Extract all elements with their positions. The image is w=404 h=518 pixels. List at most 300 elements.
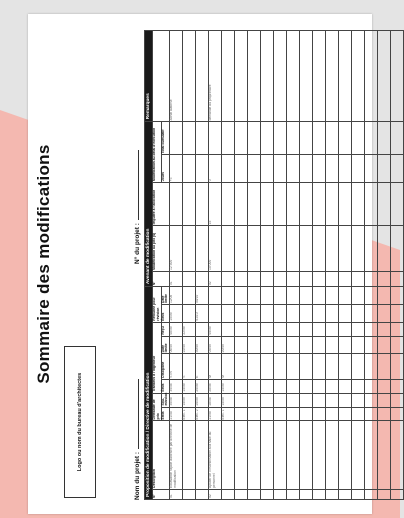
cell-imp [196, 183, 209, 226]
cell-rem [274, 31, 287, 122]
cell-jours [326, 155, 339, 183]
cell-dl [235, 336, 248, 354]
cell-av [391, 271, 404, 286]
cell-imp [287, 183, 300, 226]
cell-prix [287, 226, 300, 272]
cell-dl: 30/09 [196, 336, 209, 354]
cell-recu [235, 322, 248, 336]
cell-ret_emis [352, 304, 365, 322]
cell-no [339, 489, 352, 499]
cell-sous [287, 393, 300, 407]
header-transmis-emis: Émis [161, 379, 169, 393]
cell-desc [378, 421, 391, 489]
table-row [209, 31, 222, 500]
cell-dl [261, 336, 274, 354]
cell-ret_dl [222, 287, 235, 305]
cell-recu: 08/09 [170, 322, 183, 336]
cell-desc: Ajouter de l’insonorisation à la salle du personnel [209, 421, 222, 489]
cell-desc [300, 421, 313, 489]
band-avenant: Avenant de modification [145, 122, 153, 287]
logo-placeholder [64, 346, 96, 498]
cell-no [183, 489, 196, 499]
cell-disc: STR [170, 354, 183, 379]
cell-total [326, 122, 339, 155]
cell-dl [313, 336, 326, 354]
cell-disc: E [196, 354, 209, 379]
table-row [196, 31, 209, 500]
cell-disc [339, 354, 352, 379]
cell-jours [339, 155, 352, 183]
cell-prix: 12 500 [170, 226, 183, 272]
cell-sous [391, 393, 404, 407]
cell-ret_emis [378, 304, 391, 322]
cell-emis [261, 407, 274, 421]
cell-disc: S [183, 354, 196, 379]
cell-sous [339, 393, 352, 407]
cell-disc: M [209, 354, 222, 379]
cell-ret_dl [183, 287, 196, 305]
cell-recu [352, 322, 365, 336]
cell-jours [352, 155, 365, 183]
header-imputee: Imputée à l’allocation [153, 183, 170, 226]
cell-tr_emis [378, 379, 391, 393]
cell-recu [261, 322, 274, 336]
header-transmis: Transmis à l’ingénieur [153, 322, 161, 393]
cell-tr_emis [235, 379, 248, 393]
cell-prix [352, 226, 365, 272]
cell-no [313, 489, 326, 499]
cell-desc [274, 421, 287, 489]
cell-disc [261, 354, 274, 379]
table-row [352, 31, 365, 500]
cell-recu [248, 322, 261, 336]
cell-jours [261, 155, 274, 183]
cell-av [300, 271, 313, 286]
cell-desc [391, 421, 404, 489]
cell-imp: 15 [209, 183, 222, 226]
cell-total [274, 122, 287, 155]
cell-av [365, 271, 378, 286]
cell-recu [196, 322, 209, 336]
cell-sous [378, 393, 391, 407]
header-total-cumulatif: Total cumulatif [161, 122, 169, 155]
cell-imp [274, 183, 287, 226]
rotated-document-content [28, 14, 372, 514]
cell-av [313, 271, 326, 286]
header-retourne-date-limite: Date limite [161, 287, 169, 305]
cell-no [261, 489, 274, 499]
table-row [261, 31, 274, 500]
table-body [170, 31, 404, 500]
table-row [378, 31, 391, 500]
cell-av [287, 271, 300, 286]
cell-rem [300, 31, 313, 122]
cell-dl: 06/09 [170, 336, 183, 354]
cell-imp [326, 183, 339, 226]
cell-rem [326, 31, 339, 122]
cell-no [222, 489, 235, 499]
cell-imp [261, 183, 274, 226]
cell-prix [378, 226, 391, 272]
table-row [183, 31, 196, 500]
cell-av: 01 [170, 271, 183, 286]
cell-emis: 21/08 [170, 407, 183, 421]
header-remarques-body [153, 31, 170, 122]
cell-disc [378, 354, 391, 379]
cell-sous [352, 393, 365, 407]
cell-ret_dl [365, 287, 378, 305]
cell-recu [222, 322, 235, 336]
cell-emis: Élec. 1 [222, 407, 235, 421]
header-retourne: Retourné pour révision [153, 287, 161, 323]
cell-ret_dl: 05/10 [196, 287, 209, 305]
cell-dl [248, 336, 261, 354]
cell-disc [300, 354, 313, 379]
cell-desc [287, 421, 300, 489]
cell-recu [326, 322, 339, 336]
cell-dl [274, 336, 287, 354]
cell-sous [235, 393, 248, 407]
cell-jours: +3 [170, 155, 183, 183]
table-row [313, 31, 326, 500]
cell-recu [300, 322, 313, 336]
header-sous-mission: Sou-mission [160, 392, 169, 406]
header-delai: Modification au délai d’exécution [153, 122, 161, 183]
cell-rem [365, 31, 378, 122]
cell-sous [300, 393, 313, 407]
cell-dl: 22/09 [183, 336, 196, 354]
cell-tr_emis [261, 379, 274, 393]
cell-sous: 15/09 [222, 393, 235, 407]
header-description: Description [153, 421, 170, 489]
cell-desc [261, 421, 274, 489]
cell-jours [313, 155, 326, 183]
cell-tr_emis: 15/09 [183, 379, 196, 393]
cell-total [287, 122, 300, 155]
header-discipline: Discipline [161, 354, 169, 379]
document-page [28, 14, 372, 514]
cell-tr_emis [287, 379, 300, 393]
cell-ret_emis [300, 304, 313, 322]
cell-rem [352, 31, 365, 122]
cell-rem [378, 31, 391, 122]
header-retourne-emis: Émis [161, 304, 169, 322]
cell-desc [313, 421, 326, 489]
cell-tr_emis: 15/09 [222, 379, 235, 393]
header-emis: Émis [161, 407, 169, 421]
cell-ret_emis: 01/10 [196, 304, 209, 322]
cell-disc [274, 354, 287, 379]
cell-jours [365, 155, 378, 183]
cell-no [378, 489, 391, 499]
cell-sous [274, 393, 287, 407]
header-jours: Jours [161, 155, 169, 183]
header-recu: Reçu [161, 322, 169, 336]
cell-emis [248, 407, 261, 421]
cell-rem: Achat autorisé [170, 31, 183, 122]
project-number-field [132, 150, 141, 264]
cell-desc [339, 421, 352, 489]
cell-rem [287, 31, 300, 122]
header-no: N° [153, 489, 170, 499]
cell-total [209, 122, 222, 155]
cell-total [378, 122, 391, 155]
cell-jours: 0 [209, 155, 222, 183]
cell-total [248, 122, 261, 155]
cell-av [183, 271, 196, 286]
cell-ret_emis: 10/09 [170, 304, 183, 322]
cell-jours [300, 155, 313, 183]
cell-ret_dl [352, 287, 365, 305]
cell-prix [222, 226, 235, 272]
cell-emis [300, 407, 313, 421]
cell-total [170, 122, 183, 155]
cell-no [274, 489, 287, 499]
cell-recu [365, 322, 378, 336]
cell-jours [222, 155, 235, 183]
cell-ret_dl [339, 287, 352, 305]
cell-emis: Élec. 1 [183, 407, 196, 421]
cell-emis [274, 407, 287, 421]
modifications-table-wrapper [144, 30, 404, 500]
cell-prix [248, 226, 261, 272]
cell-av [326, 271, 339, 286]
table-row [287, 31, 300, 500]
cell-av [378, 271, 391, 286]
cell-emis [365, 407, 378, 421]
cell-ret_emis [313, 304, 326, 322]
cell-rem [313, 31, 326, 122]
cell-av [339, 271, 352, 286]
cell-ret_emis [365, 304, 378, 322]
cell-tr_emis [339, 379, 352, 393]
cell-dl [365, 336, 378, 354]
cell-dl: 20/09 [222, 336, 235, 354]
cell-prix [183, 226, 196, 272]
band-proposition: Proposition de modification / Directive de modification [145, 287, 153, 500]
cell-total [261, 122, 274, 155]
cell-ret_dl [326, 287, 339, 305]
cell-recu [378, 322, 391, 336]
cell-imp [378, 183, 391, 226]
cell-rem [183, 31, 196, 122]
cell-ret_emis [326, 304, 339, 322]
cell-imp [222, 183, 235, 226]
project-name-line [132, 379, 139, 449]
cell-recu [339, 322, 352, 336]
cell-tr_emis [326, 379, 339, 393]
modifications-table [144, 30, 404, 500]
cell-jours [235, 155, 248, 183]
cell-prix [339, 226, 352, 272]
cell-no: 01 [170, 489, 183, 499]
cell-emis [313, 407, 326, 421]
cell-recu [287, 322, 300, 336]
cell-tr_emis [248, 379, 261, 393]
cell-jours [183, 155, 196, 183]
cell-rem [222, 31, 235, 122]
cell-no [235, 489, 248, 499]
cell-imp [313, 183, 326, 226]
cell-total [235, 122, 248, 155]
cell-sous [365, 393, 378, 407]
table-row [170, 31, 183, 500]
cell-sous: 28/08 [209, 393, 222, 407]
cell-av [352, 271, 365, 286]
cell-dl [326, 336, 339, 354]
project-number-line [132, 150, 139, 220]
cell-av [248, 271, 261, 286]
cell-prix [274, 226, 287, 272]
cell-prix [196, 226, 209, 272]
cell-total [222, 122, 235, 155]
cell-av [235, 271, 248, 286]
cell-no [300, 489, 313, 499]
cell-recu [313, 322, 326, 336]
cell-desc [222, 421, 235, 489]
cell-jours [391, 155, 404, 183]
cell-disc [287, 354, 300, 379]
cell-prix [326, 226, 339, 272]
cell-ret_emis [339, 304, 352, 322]
cell-jours [287, 155, 300, 183]
cell-desc [196, 421, 209, 489]
cell-tr_emis [365, 379, 378, 393]
cell-no [326, 489, 339, 499]
cell-emis: Élec. 2 [196, 407, 209, 421]
cell-rem [235, 31, 248, 122]
document-title: Sommaire des modifications [34, 144, 53, 384]
cell-imp [183, 183, 196, 226]
cell-jours [196, 155, 209, 183]
cell-dl [352, 336, 365, 354]
cell-imp [235, 183, 248, 226]
cell-ret_dl [209, 287, 222, 305]
cell-total [391, 122, 404, 155]
cell-ret_emis [274, 304, 287, 322]
cell-recu: 05/09 [209, 322, 222, 336]
cell-ret_dl: 12/09 [170, 287, 183, 305]
cell-disc: M [222, 354, 235, 379]
cell-rem [261, 31, 274, 122]
cell-prix [300, 226, 313, 272]
cell-no: 02 [209, 489, 222, 499]
cell-prix [391, 226, 404, 272]
band-remarques: Remarques [145, 31, 153, 122]
cell-total [365, 122, 378, 155]
cell-ret_emis [222, 304, 235, 322]
cell-rem [196, 31, 209, 122]
cell-tr_emis: 28/08 [209, 379, 222, 393]
cell-imp [170, 183, 183, 226]
cell-emis [352, 407, 365, 421]
cell-sous [313, 393, 326, 407]
cell-ret_emis [391, 304, 404, 322]
cell-av [196, 271, 209, 286]
cell-prix [261, 226, 274, 272]
table-header-row-1 [153, 31, 161, 500]
cell-desc [326, 421, 339, 489]
cell-prix [365, 226, 378, 272]
cell-recu: 22/09 [183, 322, 196, 336]
cell-dl [300, 336, 313, 354]
header-modif-prix: Modification au prix ($) [153, 226, 170, 272]
cell-total [300, 122, 313, 155]
cell-ret_dl [274, 287, 287, 305]
cell-no [365, 489, 378, 499]
cell-imp [352, 183, 365, 226]
cell-prix [313, 226, 326, 272]
cell-ret_dl [235, 287, 248, 305]
cell-imp [391, 183, 404, 226]
project-number-label: N° du projet : [134, 223, 141, 264]
cell-rem [339, 31, 352, 122]
cell-ret_emis [209, 304, 222, 322]
cell-desc [183, 421, 196, 489]
table-row [339, 31, 352, 500]
project-name-label: Nom du projet : [134, 451, 141, 500]
cell-tr_emis: 30/08 [170, 379, 183, 393]
cell-disc [235, 354, 248, 379]
cell-no [287, 489, 300, 499]
cell-emis [326, 407, 339, 421]
table-row [248, 31, 261, 500]
cell-av: 02 [209, 271, 222, 286]
cell-ret_dl [300, 287, 313, 305]
project-name-field [132, 379, 141, 500]
cell-imp [339, 183, 352, 226]
header-avenant-no: N° [153, 271, 170, 286]
cell-ret_emis [287, 304, 300, 322]
cell-prix [235, 226, 248, 272]
cell-ret_emis [261, 304, 274, 322]
cell-sous: 20/09 [196, 393, 209, 407]
cell-emis [391, 407, 404, 421]
cell-dl [287, 336, 300, 354]
cell-recu [274, 322, 287, 336]
cell-emis [339, 407, 352, 421]
header-date-limite: Date limite [161, 336, 169, 354]
cell-disc [365, 354, 378, 379]
cell-rem [391, 31, 404, 122]
cell-no [248, 489, 261, 499]
logo-text: Logo ou nom du bureau d’architectes [77, 372, 83, 472]
cell-desc [352, 421, 365, 489]
cell-jours [378, 155, 391, 183]
cell-sous [326, 393, 339, 407]
cell-dl [339, 336, 352, 354]
cell-jours [274, 155, 287, 183]
table-row [222, 31, 235, 500]
cell-disc [391, 354, 404, 379]
table-row [365, 31, 378, 500]
cell-tr_emis [352, 379, 365, 393]
table-row [235, 31, 248, 500]
cell-sous [248, 393, 261, 407]
cell-tr_emis [391, 379, 404, 393]
cell-emis: 21/08 [209, 407, 222, 421]
cell-emis [378, 407, 391, 421]
cell-total [183, 122, 196, 155]
table-row [300, 31, 313, 500]
cell-tr_emis [300, 379, 313, 393]
cell-ret_dl [261, 287, 274, 305]
cell-av [222, 271, 235, 286]
cell-desc [248, 421, 261, 489]
cell-ret_dl [313, 287, 326, 305]
cell-imp [248, 183, 261, 226]
cell-disc [248, 354, 261, 379]
